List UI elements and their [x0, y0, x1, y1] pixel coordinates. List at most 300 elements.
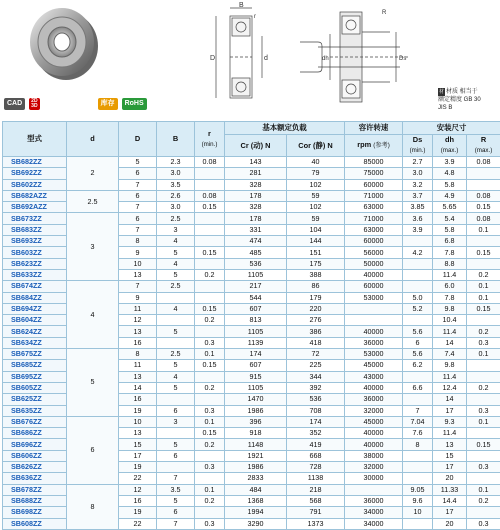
table-cell: 0.15 — [467, 439, 500, 450]
bearing-spec-table — [2, 121, 500, 530]
table-cell: 0.1 — [195, 484, 225, 495]
table-cell: 0.1 — [195, 349, 225, 360]
table-cell: 34000 — [345, 518, 403, 529]
model-link[interactable]: SB603ZZ — [3, 247, 67, 258]
table-cell — [195, 224, 225, 235]
table-cell: 5.4 — [433, 213, 467, 224]
table-cell: 4 — [157, 236, 195, 247]
model-link[interactable]: SB685ZZ — [3, 360, 67, 371]
table-cell: 2.7 — [403, 157, 433, 168]
model-link[interactable]: SB604ZZ — [3, 315, 67, 326]
table-cell: 1470 — [225, 394, 287, 405]
table-cell: 12 — [119, 315, 157, 326]
table-cell: 1994 — [225, 507, 287, 518]
table-cell: 5 — [157, 382, 195, 393]
table-cell: 0.15 — [195, 247, 225, 258]
bearing-mount-diagram — [300, 2, 420, 112]
table-cell: 474 — [225, 236, 287, 247]
badge-row — [4, 98, 147, 110]
table-cell: 0.2 — [195, 495, 225, 506]
table-cell: 2.5 — [157, 281, 195, 292]
table-cell — [467, 179, 500, 190]
table-cell: 11.4 — [433, 326, 467, 337]
model-link[interactable]: SB624ZZ — [3, 326, 67, 337]
model-link[interactable]: SB636ZZ — [3, 473, 67, 484]
table-cell — [195, 507, 225, 518]
model-link[interactable]: SB693ZZ — [3, 236, 67, 247]
table-cell: 668 — [287, 450, 345, 461]
model-link[interactable]: SB602ZZ — [3, 179, 67, 190]
table-cell — [403, 315, 433, 326]
table-cell — [403, 371, 433, 382]
product-header — [0, 0, 500, 122]
table-cell: 5.65 — [433, 202, 467, 213]
table-cell: 178 — [225, 190, 287, 201]
table-cell: 19 — [119, 405, 157, 416]
table-cell: 5.2 — [403, 303, 433, 314]
table-cell: 59 — [287, 190, 345, 201]
table-cell: 485 — [225, 247, 287, 258]
table-cell — [195, 394, 225, 405]
table-cell: 38000 — [345, 450, 403, 461]
table-cell: 60000 — [345, 179, 403, 190]
header-speed: 容许转速 — [345, 122, 403, 135]
table-cell: 0.1 — [467, 484, 500, 495]
header-model: 型式 — [3, 122, 67, 157]
table-cell: 418 — [287, 337, 345, 348]
table-cell: 9.8 — [433, 360, 467, 371]
table-cell: 40000 — [345, 439, 403, 450]
model-link[interactable]: SB696ZZ — [3, 439, 67, 450]
bore-diameter-cell: 2 — [67, 157, 119, 191]
bore-diameter-cell: 2.5 — [67, 190, 119, 213]
table-cell: 19 — [119, 507, 157, 518]
table-cell: 352 — [287, 428, 345, 439]
table-cell: 86 — [287, 281, 345, 292]
table-cell — [467, 450, 500, 461]
model-link[interactable]: SB694ZZ — [3, 303, 67, 314]
table-cell: 218 — [287, 484, 345, 495]
table-cell: 4.8 — [433, 168, 467, 179]
table-cell — [345, 303, 403, 314]
table-cell: 7 — [157, 518, 195, 529]
table-cell: 0.2 — [195, 382, 225, 393]
table-cell: 79 — [287, 168, 345, 179]
table-cell: 607 — [225, 303, 287, 314]
table-cell: 14.4 — [433, 495, 467, 506]
table-cell: 32000 — [345, 462, 403, 473]
table-cell: 0.15 — [195, 360, 225, 371]
table-cell: 1368 — [225, 495, 287, 506]
table-cell: 1138 — [287, 473, 345, 484]
table-cell — [403, 236, 433, 247]
table-cell: 0.1 — [467, 281, 500, 292]
table-cell: 0.2 — [467, 495, 500, 506]
table-cell: 5.8 — [433, 224, 467, 235]
header-load: 基本额定负载 — [225, 122, 345, 135]
table-cell — [403, 394, 433, 405]
model-link[interactable]: SB686ZZ — [3, 428, 67, 439]
table-cell: 72 — [287, 349, 345, 360]
table-cell: 0.2 — [195, 439, 225, 450]
table-cell: 3290 — [225, 518, 287, 529]
table-cell: 915 — [225, 371, 287, 382]
table-cell — [467, 428, 500, 439]
table-cell: 6.6 — [403, 382, 433, 393]
table-cell: 6.0 — [433, 281, 467, 292]
table-cell: 45000 — [345, 360, 403, 371]
table-cell: 0.15 — [195, 202, 225, 213]
table-cell — [403, 258, 433, 269]
table-cell: 281 — [225, 168, 287, 179]
table-cell: 419 — [287, 439, 345, 450]
table-cell: 7 — [119, 179, 157, 190]
table-cell: 53000 — [345, 292, 403, 303]
model-link[interactable]: SB633ZZ — [3, 269, 67, 280]
table-cell: 174 — [225, 349, 287, 360]
table-cell: 45000 — [345, 416, 403, 427]
table-cell: 8 — [119, 349, 157, 360]
table-cell: 10 — [403, 507, 433, 518]
header-dh: dh (max.) — [433, 135, 467, 157]
table-cell: 3.9 — [433, 157, 467, 168]
model-link[interactable]: SB606ZZ — [3, 450, 67, 461]
table-cell: 276 — [287, 315, 345, 326]
table-cell: 11 — [119, 303, 157, 314]
table-cell: 0.08 — [195, 157, 225, 168]
table-cell — [403, 450, 433, 461]
table-cell: 6 — [119, 190, 157, 201]
table-cell: 918 — [225, 428, 287, 439]
table-cell — [467, 168, 500, 179]
table-cell: 1105 — [225, 382, 287, 393]
table-cell: 1986 — [225, 462, 287, 473]
table-cell: 40000 — [345, 428, 403, 439]
table-cell: 5 — [157, 269, 195, 280]
table-cell: 217 — [225, 281, 287, 292]
model-link[interactable]: SB678ZZ — [3, 484, 67, 495]
table-cell: 9 — [119, 247, 157, 258]
table-cell: 0.1 — [467, 416, 500, 427]
table-cell: 16 — [119, 394, 157, 405]
table-cell: 43000 — [345, 371, 403, 382]
table-cell: 7 — [119, 224, 157, 235]
table-cell: 59 — [287, 213, 345, 224]
table-cell: 0.15 — [195, 303, 225, 314]
model-link[interactable]: SB683ZZ — [3, 224, 67, 235]
header-rpm: rpm (参考) — [345, 135, 403, 157]
table-cell: 344 — [287, 371, 345, 382]
table-cell: 3 — [157, 416, 195, 427]
table-cell: 568 — [287, 495, 345, 506]
rohs-badge: RoHS — [122, 98, 147, 110]
table-cell — [467, 507, 500, 518]
header-ds: Ds (min.) — [403, 135, 433, 157]
table-cell: 0.3 — [195, 518, 225, 529]
table-cell — [467, 473, 500, 484]
table-cell: 1921 — [225, 450, 287, 461]
table-cell: 75000 — [345, 168, 403, 179]
table-cell: 1105 — [225, 269, 287, 280]
model-link[interactable]: SB682ZZ — [3, 157, 67, 168]
diagram-r-label: r — [254, 14, 256, 20]
table-cell — [467, 360, 500, 371]
table-cell: 392 — [287, 382, 345, 393]
table-cell: 8.8 — [433, 258, 467, 269]
table-cell: 179 — [287, 292, 345, 303]
table-cell: 13 — [433, 439, 467, 450]
table-cell — [195, 281, 225, 292]
spec-notes — [438, 88, 481, 112]
model-link[interactable]: SB682AZZ — [3, 190, 67, 201]
bore-diameter-cell: 6 — [67, 416, 119, 484]
table-cell: 4 — [157, 303, 195, 314]
table-cell — [195, 179, 225, 190]
table-cell: 56000 — [345, 247, 403, 258]
cad-badge[interactable]: CAD — [4, 98, 25, 110]
table-cell: 36000 — [345, 337, 403, 348]
table-cell: 2833 — [225, 473, 287, 484]
model-link[interactable]: SB688ZZ — [3, 495, 67, 506]
table-cell: 63000 — [345, 202, 403, 213]
header-cr: Cr (动) N — [225, 135, 287, 157]
table-cell — [195, 213, 225, 224]
table-cell: 4 — [157, 371, 195, 382]
table-cell: 328 — [225, 179, 287, 190]
table-cell: 3.6 — [403, 213, 433, 224]
table-cell — [195, 168, 225, 179]
table-cell: 34000 — [345, 507, 403, 518]
model-link[interactable]: SB635ZZ — [3, 405, 67, 416]
table-cell: 0.2 — [467, 326, 500, 337]
model-link[interactable]: SB674ZZ — [3, 281, 67, 292]
table-cell: 0.3 — [195, 337, 225, 348]
table-cell — [157, 394, 195, 405]
model-link[interactable]: SB684ZZ — [3, 292, 67, 303]
table-cell: 104 — [287, 224, 345, 235]
table-cell: 0.15 — [467, 303, 500, 314]
table-cell — [195, 450, 225, 461]
note-line-2: 额定精度 GB 30 — [438, 96, 481, 104]
table-cell: 174 — [287, 416, 345, 427]
table-cell: 0.1 — [195, 416, 225, 427]
table-cell: 14 — [433, 337, 467, 348]
table-cell: 225 — [287, 360, 345, 371]
table-cell — [467, 315, 500, 326]
bore-diameter-cell: 5 — [67, 349, 119, 417]
table-cell: 151 — [287, 247, 345, 258]
table-cell: 484 — [225, 484, 287, 495]
table-cell — [345, 484, 403, 495]
model-link[interactable]: SB675ZZ — [3, 349, 67, 360]
table-cell: 0.15 — [195, 428, 225, 439]
table-cell: 0.08 — [195, 190, 225, 201]
table-cell: 0.3 — [195, 462, 225, 473]
model-link[interactable]: SB623ZZ — [3, 258, 67, 269]
table-cell: 544 — [225, 292, 287, 303]
table-cell: 71000 — [345, 190, 403, 201]
table-cell: 71000 — [345, 213, 403, 224]
table-row — [3, 213, 500, 224]
table-cell: 40 — [287, 157, 345, 168]
table-cell: 1139 — [225, 337, 287, 348]
table-cell: 1148 — [225, 439, 287, 450]
table-cell: 0.2 — [467, 382, 500, 393]
table-cell: 20 — [433, 473, 467, 484]
table-cell: 60000 — [345, 281, 403, 292]
header-cor: Cor (静) N — [287, 135, 345, 157]
table-row — [3, 281, 500, 292]
table-cell: 0.2 — [195, 315, 225, 326]
table-cell: 7.04 — [403, 416, 433, 427]
table-cell: 1105 — [225, 326, 287, 337]
bore-diameter-cell: 4 — [67, 281, 119, 349]
table-cell: 388 — [287, 269, 345, 280]
table-cell: 14 — [119, 382, 157, 393]
table-cell: 2.6 — [157, 190, 195, 201]
table-cell — [403, 518, 433, 529]
table-cell — [157, 428, 195, 439]
note-line-1: 材质 相当于 — [446, 89, 478, 95]
table-cell — [403, 269, 433, 280]
table-cell: 5 — [157, 326, 195, 337]
table-cell: 175 — [287, 258, 345, 269]
table-cell: 36000 — [345, 394, 403, 405]
table-cell: 178 — [225, 213, 287, 224]
table-cell: 16 — [119, 495, 157, 506]
table-cell: 0.08 — [467, 190, 500, 201]
table-cell: 0.3 — [195, 405, 225, 416]
table-cell: 85000 — [345, 157, 403, 168]
model-link[interactable]: SB692ZZ — [3, 168, 67, 179]
table-cell: 13 — [119, 371, 157, 382]
model-link[interactable]: SB695ZZ — [3, 371, 67, 382]
table-cell: 9.6 — [403, 495, 433, 506]
table-row — [3, 190, 500, 201]
table-cell — [157, 292, 195, 303]
model-link[interactable]: SB626ZZ — [3, 462, 67, 473]
model-link[interactable]: SB608ZZ — [3, 518, 67, 529]
diagram-d-label: d — [264, 55, 268, 62]
table-cell: 5 — [157, 439, 195, 450]
table-cell: 1373 — [287, 518, 345, 529]
header-R: R (max.) — [467, 135, 500, 157]
table-cell: 0.1 — [467, 349, 500, 360]
model-link[interactable]: SB698ZZ — [3, 507, 67, 518]
table-cell: 9.05 — [403, 484, 433, 495]
table-cell: 9 — [119, 292, 157, 303]
model-link[interactable]: SB692AZZ — [3, 202, 67, 213]
table-cell: 11.4 — [433, 269, 467, 280]
bore-diameter-cell: 3 — [67, 213, 119, 281]
diagram-dh-label: dh — [322, 56, 329, 62]
header-D: D — [119, 122, 157, 157]
table-cell: 13 — [119, 428, 157, 439]
table-cell: 17 — [119, 450, 157, 461]
table-cell: 6 — [119, 213, 157, 224]
table-row — [3, 416, 500, 427]
diagram-D-label: D — [210, 55, 215, 62]
table-cell: 6 — [119, 168, 157, 179]
table-cell: 0.15 — [467, 202, 500, 213]
table-row — [3, 484, 500, 495]
table-cell: 102 — [287, 202, 345, 213]
table-cell — [195, 236, 225, 247]
table-cell: 3.85 — [403, 202, 433, 213]
header-install: 安装尺寸 — [403, 122, 500, 135]
table-cell: 3.0 — [403, 168, 433, 179]
table-cell: 13 — [119, 326, 157, 337]
table-cell: 11.33 — [433, 484, 467, 495]
table-cell: 0.2 — [195, 269, 225, 280]
table-cell: 60000 — [345, 236, 403, 247]
table-cell: 12.4 — [433, 382, 467, 393]
table-cell: 396 — [225, 416, 287, 427]
diagram-R-label: R — [382, 10, 387, 16]
table-cell: 15 — [433, 450, 467, 461]
model-link[interactable]: SB625ZZ — [3, 394, 67, 405]
table-cell: 4.9 — [433, 190, 467, 201]
table-cell: 13 — [119, 269, 157, 280]
model-link[interactable]: SB605ZZ — [3, 382, 67, 393]
table-cell: 17 — [433, 462, 467, 473]
table-cell: 40000 — [345, 269, 403, 280]
table-cell: 607 — [225, 360, 287, 371]
table-cell — [195, 258, 225, 269]
table-cell: 3.0 — [157, 202, 195, 213]
table-cell: 0.3 — [467, 518, 500, 529]
table-cell — [467, 258, 500, 269]
table-cell: 10 — [119, 258, 157, 269]
table-cell: 2.5 — [157, 349, 195, 360]
table-cell: 8 — [119, 236, 157, 247]
table-cell: 4 — [157, 258, 195, 269]
model-link[interactable]: SB673ZZ — [3, 213, 67, 224]
table-cell: 16 — [119, 337, 157, 348]
model-link[interactable]: SB676ZZ — [3, 416, 67, 427]
table-cell: 12 — [119, 484, 157, 495]
table-cell: 10 — [119, 416, 157, 427]
table-cell: 5.0 — [403, 292, 433, 303]
bearing-section-diagram — [196, 2, 286, 112]
cad-2d3d-badge[interactable]: 2D 3D — [29, 98, 39, 110]
table-cell: 6 — [157, 507, 195, 518]
table-cell: 2.5 — [157, 213, 195, 224]
table-cell: 0.1 — [467, 224, 500, 235]
table-cell: 386 — [287, 326, 345, 337]
table-cell — [403, 462, 433, 473]
table-cell: 7.8 — [433, 292, 467, 303]
table-cell: 2.3 — [157, 157, 195, 168]
note-line-3: JIS B — [438, 104, 481, 112]
material-tag: 材 — [438, 88, 445, 96]
table-cell — [403, 473, 433, 484]
table-cell — [403, 281, 433, 292]
table-cell: 0.3 — [467, 405, 500, 416]
table-cell: 5.8 — [433, 179, 467, 190]
table-cell: 4.2 — [403, 247, 433, 258]
table-cell: 19 — [119, 462, 157, 473]
model-link[interactable]: SB634ZZ — [3, 337, 67, 348]
table-cell: 9.8 — [433, 303, 467, 314]
table-cell: 53000 — [345, 349, 403, 360]
table-row — [3, 157, 500, 168]
table-cell: 3.2 — [403, 179, 433, 190]
table-cell: 331 — [225, 224, 287, 235]
bore-diameter-cell: 8 — [67, 484, 119, 529]
table-cell: 6.8 — [433, 236, 467, 247]
bearing-photo — [22, 2, 102, 82]
